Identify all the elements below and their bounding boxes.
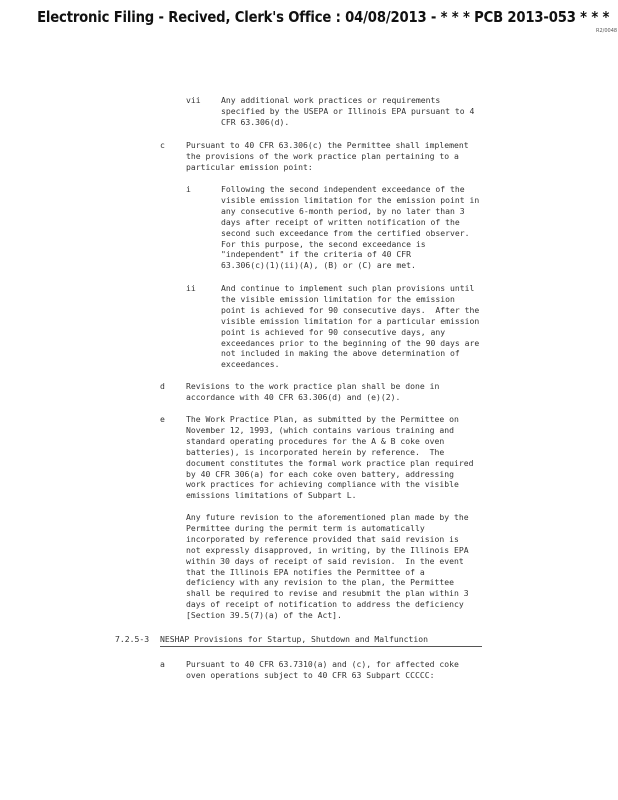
item-marker-d: d: [160, 381, 165, 391]
text-line: Revisions to the work practice plan shall be done in: [186, 381, 440, 391]
item-d-text: [186, 381, 439, 403]
item-marker-a: a: [160, 659, 165, 669]
item-marker-vii: vii: [186, 95, 201, 105]
section-number: 7.2.5-3: [115, 634, 150, 644]
text-line: Following the second independent exceedance of the: [221, 184, 465, 194]
item-c-text: [186, 140, 469, 173]
item-marker-i: i: [186, 184, 191, 194]
text-line: second such exceedance from the certified observer.: [221, 227, 470, 238]
text-line: The Work Practice Plan, as submitted by the Permittee on: [186, 414, 459, 424]
item-vii-text: [221, 95, 474, 128]
item-marker-c: c: [160, 140, 165, 150]
text-line: visible emission limitation for the emission point in: [221, 194, 480, 205]
text-line: by 40 CFR 306(a) for each coke oven battery, addressing: [186, 468, 455, 479]
text-line: Any additional work practices or requirements: [221, 95, 441, 105]
text-line: Pursuant to 40 CFR 63.7310(a) and (c), for affected coke: [186, 659, 459, 669]
text-line: particular emission point:: [186, 161, 313, 172]
text-line: the visible emission limitation for the emission: [221, 293, 455, 304]
text-line: document constitutes the formal work practice plan required: [186, 457, 474, 468]
text-line: exceedances.: [221, 359, 280, 370]
text-line: November 12, 1993, (which contains various training and: [186, 424, 455, 435]
text-line: standard operating procedures for the A & B coke oven: [186, 435, 445, 446]
text-line: batteries), is incorporated herein by reference. The: [186, 446, 445, 457]
item-e-text: [186, 414, 474, 501]
item-c-i-text: [221, 184, 479, 271]
section-title-underline: [160, 646, 482, 647]
text-line: CFR 63.306(d).: [221, 116, 290, 127]
text-line: any consecutive 6-month period, by no later than 3: [221, 205, 465, 216]
text-line: 63.306(c)(1)(ii)(A), (B) or (C) are met.: [221, 260, 416, 271]
text-line: specified by the USEPA or Illinois EPA pursuant to 4: [221, 105, 475, 116]
text-line: incorporated by reference provided that said revision is: [186, 533, 459, 544]
text-line: emissions limitations of Subpart L.: [186, 490, 357, 501]
filing-stamp-id: R2/0048: [596, 28, 618, 34]
text-line: accordance with 40 CFR 63.306(d) and (e)(2).: [186, 391, 401, 402]
text-line: deficiency with any revision to the plan, the Permittee: [186, 577, 455, 588]
item-c-ii-text: [221, 283, 479, 370]
item-e-paragraph-2: [186, 512, 469, 621]
text-line: not included in making the above determination of: [221, 348, 460, 359]
text-line: oven operations subject to 40 CFR 63 Subpart CCCCC:: [186, 669, 435, 680]
text-line: Any future revision to the aforementioned plan made by the: [186, 512, 469, 522]
text-line: [Section 39.5(7)(a) of the Act].: [186, 610, 342, 621]
text-line: within 30 days of receipt of said revision. In the event: [186, 555, 464, 566]
text-line: And continue to implement such plan provisions until: [221, 283, 475, 293]
text-line: not expressly disapproved, in writing, by the Illinois EPA: [186, 544, 469, 555]
text-line: point is achieved for 90 consecutive days, any: [221, 326, 446, 337]
text-line: days of receipt of notification to address the deficiency: [186, 599, 464, 610]
text-line: Permittee during the permit term is automatically: [186, 522, 425, 533]
text-line: point is achieved for 90 consecutive days. After the: [221, 304, 480, 315]
text-line: work practices for achieving compliance with the visible: [186, 479, 459, 490]
item-marker-ii: ii: [186, 283, 196, 293]
section-title: NESHAP Provisions for Startup, Shutdown and Malfunction: [160, 634, 429, 644]
item-marker-e: e: [160, 414, 165, 424]
text-line: the provisions of the work practice plan pertaining to a: [186, 150, 459, 161]
item-a-text: [186, 659, 459, 681]
filing-stamp: Electronic Filing - Recived, Clerk's Office : 04/08/2013 - * * * PCB 2013-053 * * *: [37, 8, 610, 26]
text-line: shall be required to revise and resubmit the plan within 3: [186, 588, 469, 599]
text-line: exceedances prior to the beginning of the 90 days are: [221, 337, 480, 348]
text-line: "independent" if the criteria of 40 CFR: [221, 249, 412, 260]
text-line: that the Illinois EPA notifies the Permittee of a: [186, 566, 425, 577]
text-line: visible emission limitation for a particular emission: [221, 315, 480, 326]
text-line: Pursuant to 40 CFR 63.306(c) the Permittee shall implement: [186, 140, 469, 150]
text-line: For this purpose, the second exceedance is: [221, 238, 426, 249]
text-line: days after receipt of written notification of the: [221, 216, 460, 227]
